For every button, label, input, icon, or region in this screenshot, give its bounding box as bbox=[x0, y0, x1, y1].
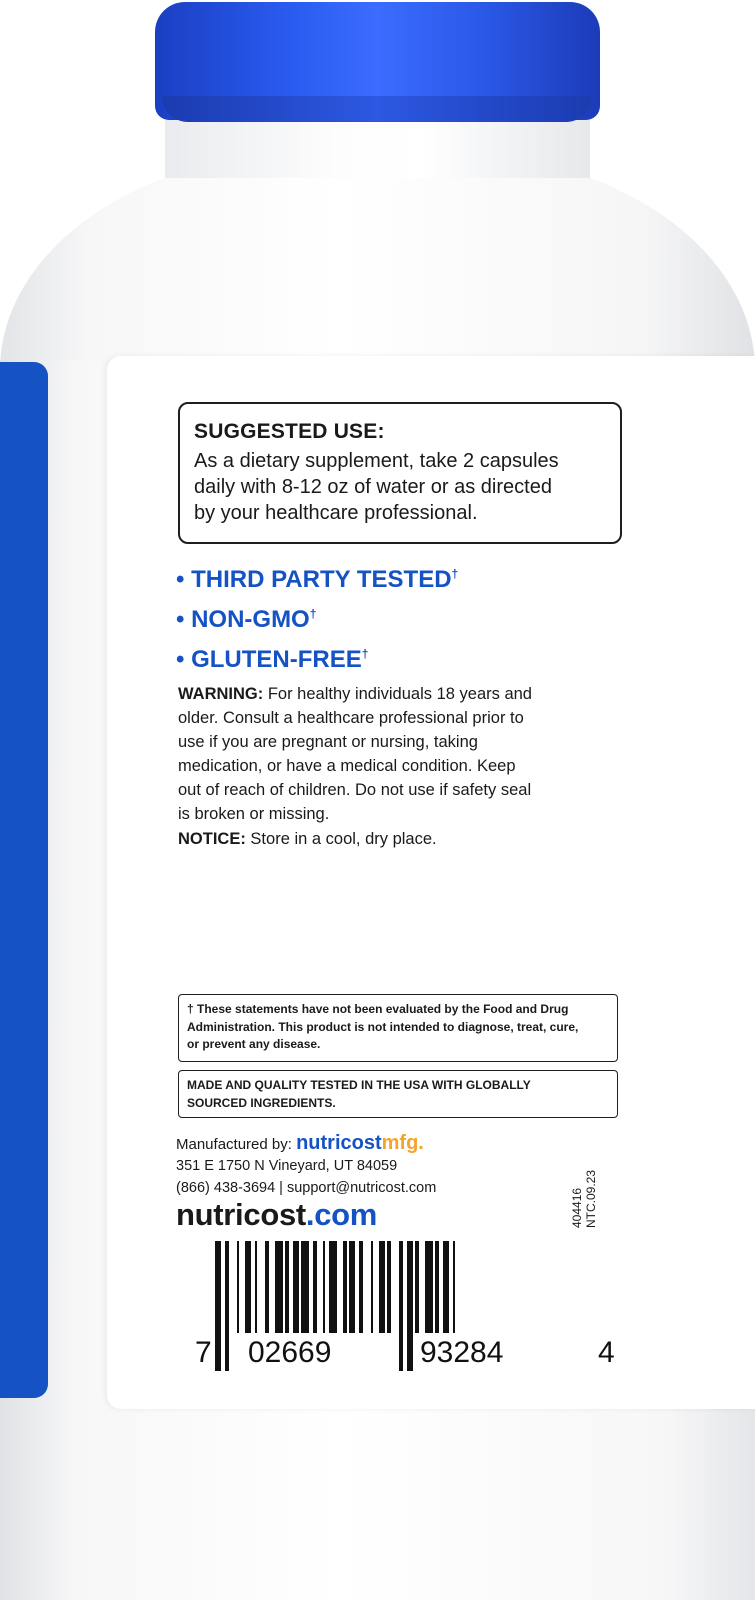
notice-label: NOTICE: bbox=[178, 830, 246, 848]
fda-disclaimer-box bbox=[178, 994, 618, 1062]
claim-gluten-free: • GLUTEN-FREE† bbox=[176, 646, 369, 673]
barcode-bar bbox=[359, 1241, 363, 1333]
barcode-bar bbox=[285, 1241, 289, 1333]
claims-list bbox=[176, 558, 458, 678]
barcode-bar bbox=[399, 1241, 403, 1371]
barcode-digit: 4 bbox=[598, 1336, 615, 1369]
website-url: nutricost.com bbox=[176, 1197, 378, 1232]
barcode-bar bbox=[215, 1241, 221, 1371]
barcode-bar bbox=[255, 1241, 257, 1333]
label-side-stripe bbox=[0, 362, 48, 1398]
warning-text: WARNING: For healthy individuals 18 years and older. Consult a healthcare professional prior to use if you are pregnant or nursing, taking medication, or have a medical condition. Keep out of reach of children. Do not use if safety seal is broken or missing. bbox=[178, 685, 532, 823]
barcode-bar bbox=[329, 1241, 337, 1333]
barcode-bar bbox=[245, 1241, 251, 1333]
bottle-cap-rim bbox=[162, 96, 592, 122]
suggested-use-line: daily with 8-12 oz of water or as directed bbox=[194, 476, 552, 498]
suggested-use-box bbox=[178, 402, 622, 544]
barcode-bar bbox=[371, 1241, 373, 1333]
manufacturer-contact: (866) 438-3694 | support@nutricost.com bbox=[176, 1180, 437, 1196]
barcode-bar bbox=[435, 1241, 439, 1333]
warning-label: WARNING: bbox=[178, 685, 264, 703]
claim-non-gmo: • NON-GMO† bbox=[176, 606, 317, 633]
barcode-bar bbox=[343, 1241, 347, 1333]
suggested-use-text bbox=[194, 448, 608, 526]
manufacturer-line: Manufactured by: nutricostmfg. bbox=[176, 1132, 424, 1154]
fda-disclaimer-text: † These statements have not been evaluated by the Food and Drug Administration. This product is not intended to diagnose, treat, cure, or prevent any disease. bbox=[187, 1002, 579, 1051]
barcode-bar bbox=[379, 1241, 385, 1333]
barcode-bar bbox=[225, 1241, 229, 1371]
barcode-digit: 93284 bbox=[420, 1336, 504, 1369]
barcode-digit: 02669 bbox=[248, 1336, 332, 1369]
barcode-bar bbox=[265, 1241, 269, 1333]
barcode-bar bbox=[415, 1241, 419, 1333]
barcode-bar bbox=[349, 1241, 355, 1333]
manufacturer-address: 351 E 1750 N Vineyard, UT 84059 bbox=[176, 1158, 398, 1174]
notice-text: NOTICE: Store in a cool, dry place. bbox=[178, 830, 437, 848]
barcode-bar bbox=[323, 1241, 325, 1333]
barcode-bar bbox=[443, 1241, 449, 1333]
made-in-usa-text: MADE AND QUALITY TESTED IN THE USA WITH GLOBALLY SOURCED INGREDIENTS. bbox=[187, 1078, 531, 1110]
barcode-bar bbox=[407, 1241, 413, 1371]
lot-code: 404416 NTC.09.23 bbox=[570, 1169, 598, 1228]
barcode-bar bbox=[237, 1241, 239, 1333]
suggested-use-line: As a dietary supplement, take 2 capsules bbox=[194, 450, 559, 472]
suggested-use-line: by your healthcare professional. bbox=[194, 502, 478, 524]
barcode-bar bbox=[293, 1241, 299, 1333]
barcode-bar bbox=[453, 1241, 455, 1333]
manufacturer-logo: nutricostmfg. bbox=[296, 1132, 424, 1154]
barcode-bar bbox=[301, 1241, 309, 1333]
barcode-bar bbox=[425, 1241, 433, 1333]
made-in-usa-box bbox=[178, 1070, 618, 1118]
barcode-digit: 7 bbox=[195, 1336, 212, 1369]
bottle-neck bbox=[165, 118, 590, 178]
suggested-use-title: SUGGESTED USE: bbox=[194, 420, 385, 443]
barcode-bar bbox=[387, 1241, 391, 1333]
barcode-bar bbox=[313, 1241, 317, 1333]
barcode-bar bbox=[275, 1241, 283, 1333]
claim-third-party-tested: • THIRD PARTY TESTED† bbox=[176, 566, 459, 593]
